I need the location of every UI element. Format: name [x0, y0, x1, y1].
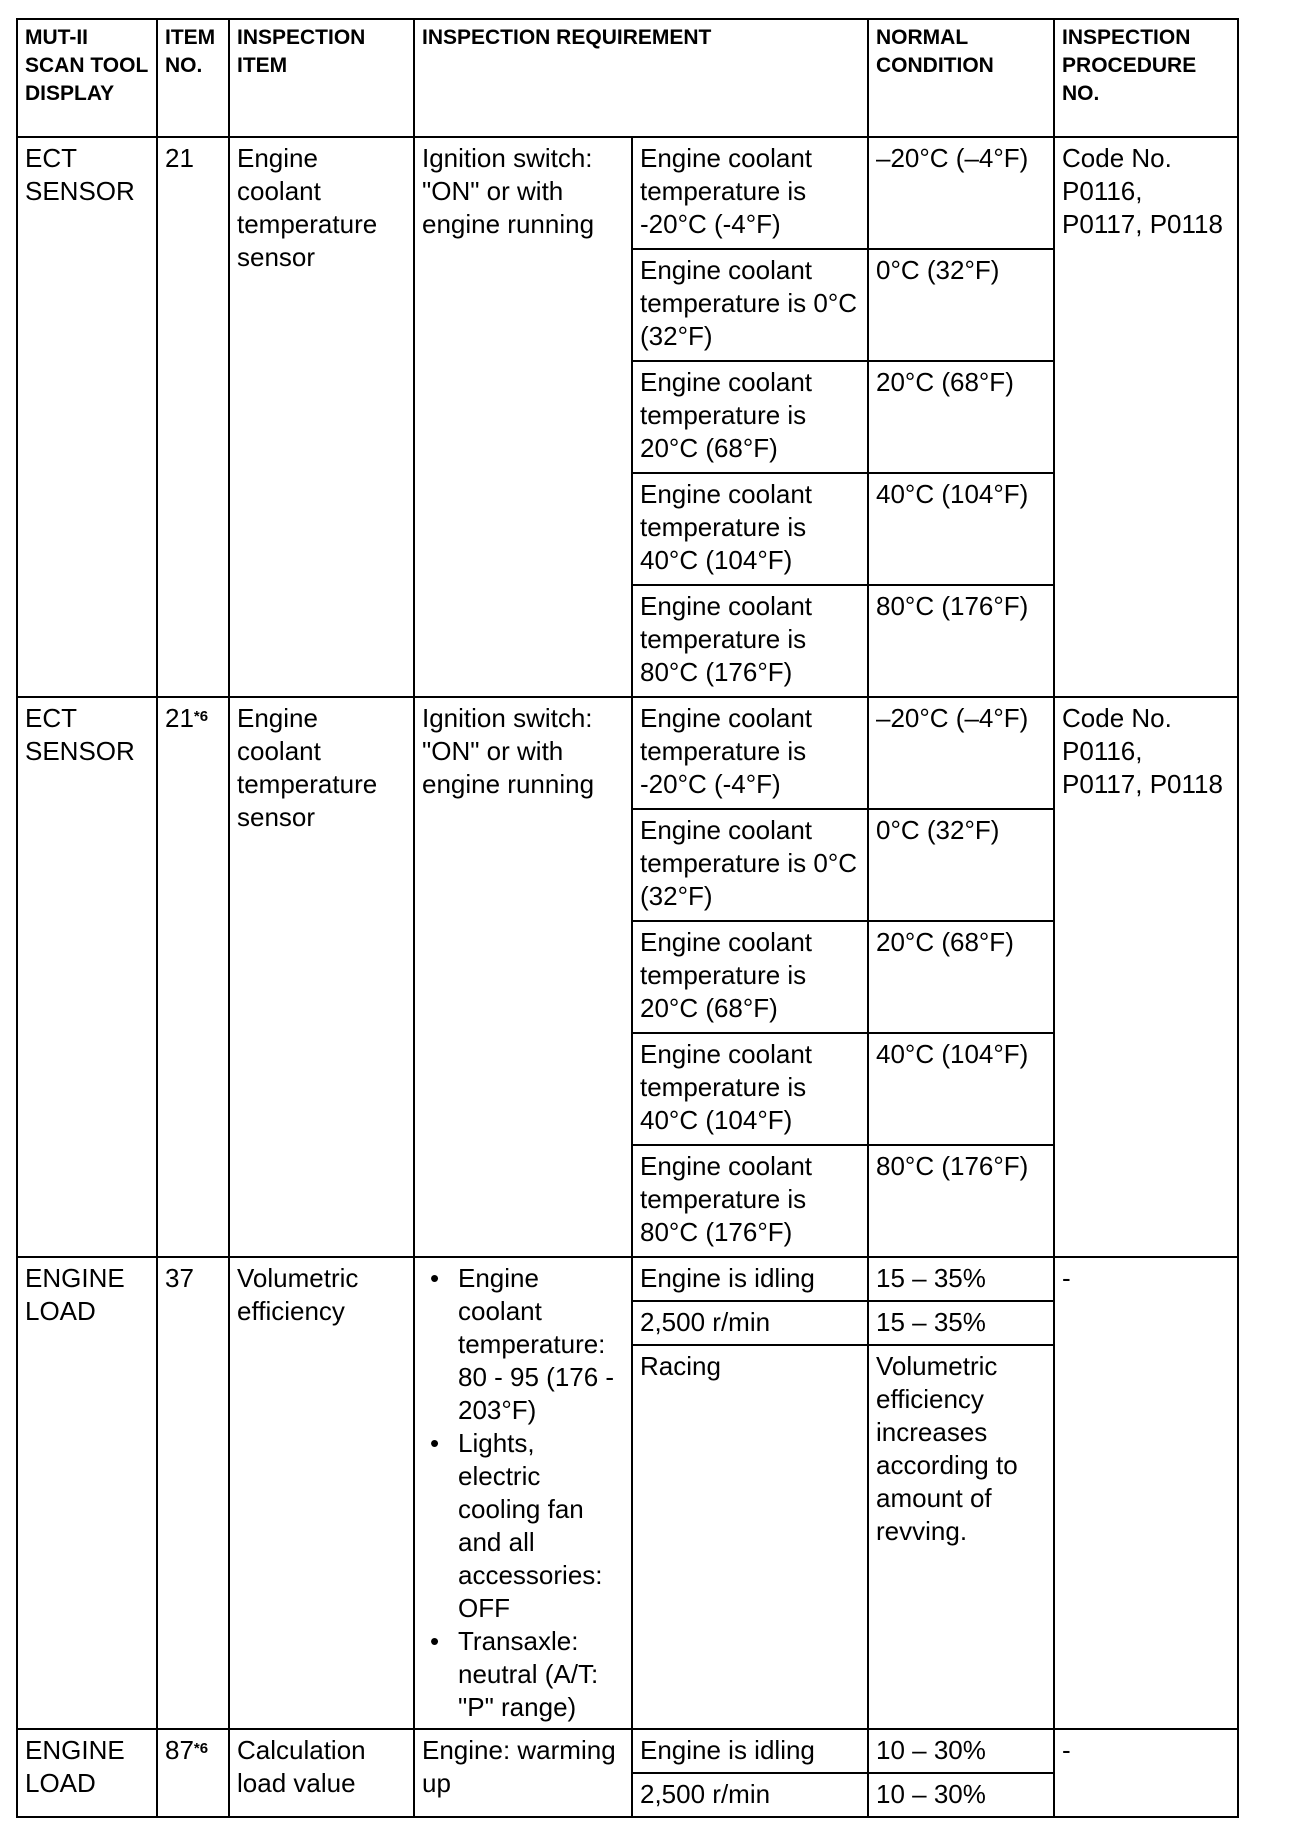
condition-list [422, 1262, 624, 1724]
normal-cell: 10 – 30% [868, 1729, 1054, 1773]
normal-cell: 0°C (32°F) [868, 249, 1054, 361]
item-no-cell [157, 1729, 229, 1817]
requirement-cell: Engine coolant temperature is 0°C (32°F) [632, 809, 868, 921]
footnote-mark: *6 [193, 1740, 209, 1757]
normal-cell: 20°C (68°F) [868, 921, 1054, 1033]
item-cell: Engine coolant temperature sensor [229, 137, 414, 697]
normal-cell: 80°C (176°F) [868, 1145, 1054, 1257]
normal-cell: 20°C (68°F) [868, 361, 1054, 473]
condition-cell: Engine: warming up [414, 1729, 632, 1817]
inspection-table [16, 18, 1239, 1818]
requirement-cell: Engine coolant temperature is 20°C (68°F) [632, 921, 868, 1033]
header-requirement: INSPECTION REQUIREMENT [414, 19, 868, 137]
normal-cell: 15 – 35% [868, 1301, 1054, 1345]
procedure-cell: Code No. P0116, P0117, P0118 [1054, 697, 1238, 1257]
requirement-cell: Engine coolant temperature is 40°C (104°F) [632, 1033, 868, 1145]
item-no-cell: 37 [157, 1257, 229, 1729]
condition-cell: Ignition switch: "ON" or with engine running [414, 137, 632, 697]
table-row [17, 1257, 1238, 1301]
footnote-mark: *6 [193, 708, 209, 725]
requirement-cell: Engine coolant temperature is -20°C (-4°F) [632, 137, 868, 249]
item-no-cell [157, 697, 229, 1257]
normal-cell: 0°C (32°F) [868, 809, 1054, 921]
item-cell: Engine coolant temperature sensor [229, 697, 414, 1257]
header-display: MUT-II SCAN TOOL DISPLAY [17, 19, 157, 137]
display-cell: ECT SENSOR [17, 697, 157, 1257]
header-item: INSPECTION ITEM [229, 19, 414, 137]
procedure-cell: Code No. P0116, P0117, P0118 [1054, 137, 1238, 697]
item-no-value: 21 [165, 703, 194, 733]
table-row [17, 137, 1238, 249]
normal-cell: 15 – 35% [868, 1257, 1054, 1301]
requirement-cell: Engine coolant temperature is 40°C (104°F) [632, 473, 868, 585]
requirement-cell: Engine coolant temperature is 80°C (176°F) [632, 585, 868, 697]
header-row [17, 19, 1238, 137]
requirement-cell: Engine is idling [632, 1729, 868, 1773]
list-item: • Transaxle: neutral (A/T: "P" range) [458, 1625, 624, 1724]
requirement-cell: Engine coolant temperature is -20°C (-4°F) [632, 697, 868, 809]
display-cell: ENGINE LOAD [17, 1729, 157, 1817]
list-item: • Engine coolant temperature: 80 - 95 (176 - 203°F) [458, 1262, 624, 1427]
header-item-no: ITEM NO. [157, 19, 229, 137]
requirement-cell: Engine coolant temperature is 80°C (176°F) [632, 1145, 868, 1257]
condition-cell [414, 1257, 632, 1729]
normal-cell: –20°C (–4°F) [868, 697, 1054, 809]
normal-cell: 40°C (104°F) [868, 473, 1054, 585]
requirement-cell: Racing [632, 1345, 868, 1729]
requirement-cell: Engine coolant temperature is 0°C (32°F) [632, 249, 868, 361]
item-no-value: 87 [165, 1735, 194, 1765]
header-normal: NORMAL CONDITION [868, 19, 1054, 137]
requirement-cell: Engine is idling [632, 1257, 868, 1301]
procedure-cell: - [1054, 1257, 1238, 1729]
item-cell: Volumetric efficiency [229, 1257, 414, 1729]
table-row [17, 697, 1238, 809]
normal-cell: –20°C (–4°F) [868, 137, 1054, 249]
item-no-cell: 21 [157, 137, 229, 697]
procedure-cell: - [1054, 1729, 1238, 1817]
condition-cell: Ignition switch: "ON" or with engine running [414, 697, 632, 1257]
requirement-cell: 2,500 r/min [632, 1773, 868, 1817]
requirement-cell: Engine coolant temperature is 20°C (68°F) [632, 361, 868, 473]
requirement-cell: 2,500 r/min [632, 1301, 868, 1345]
table-row [17, 1729, 1238, 1773]
list-item: • Lights, electric cooling fan and all accessories: OFF [458, 1427, 624, 1625]
normal-cell: Volumetric efficiency increases according to amount of revving. [868, 1345, 1054, 1729]
item-cell: Calculation load value [229, 1729, 414, 1817]
header-procedure: INSPECTION PROCEDURE NO. [1054, 19, 1238, 137]
display-cell: ENGINE LOAD [17, 1257, 157, 1729]
display-cell: ECT SENSOR [17, 137, 157, 697]
normal-cell: 40°C (104°F) [868, 1033, 1054, 1145]
normal-cell: 80°C (176°F) [868, 585, 1054, 697]
normal-cell: 10 – 30% [868, 1773, 1054, 1817]
